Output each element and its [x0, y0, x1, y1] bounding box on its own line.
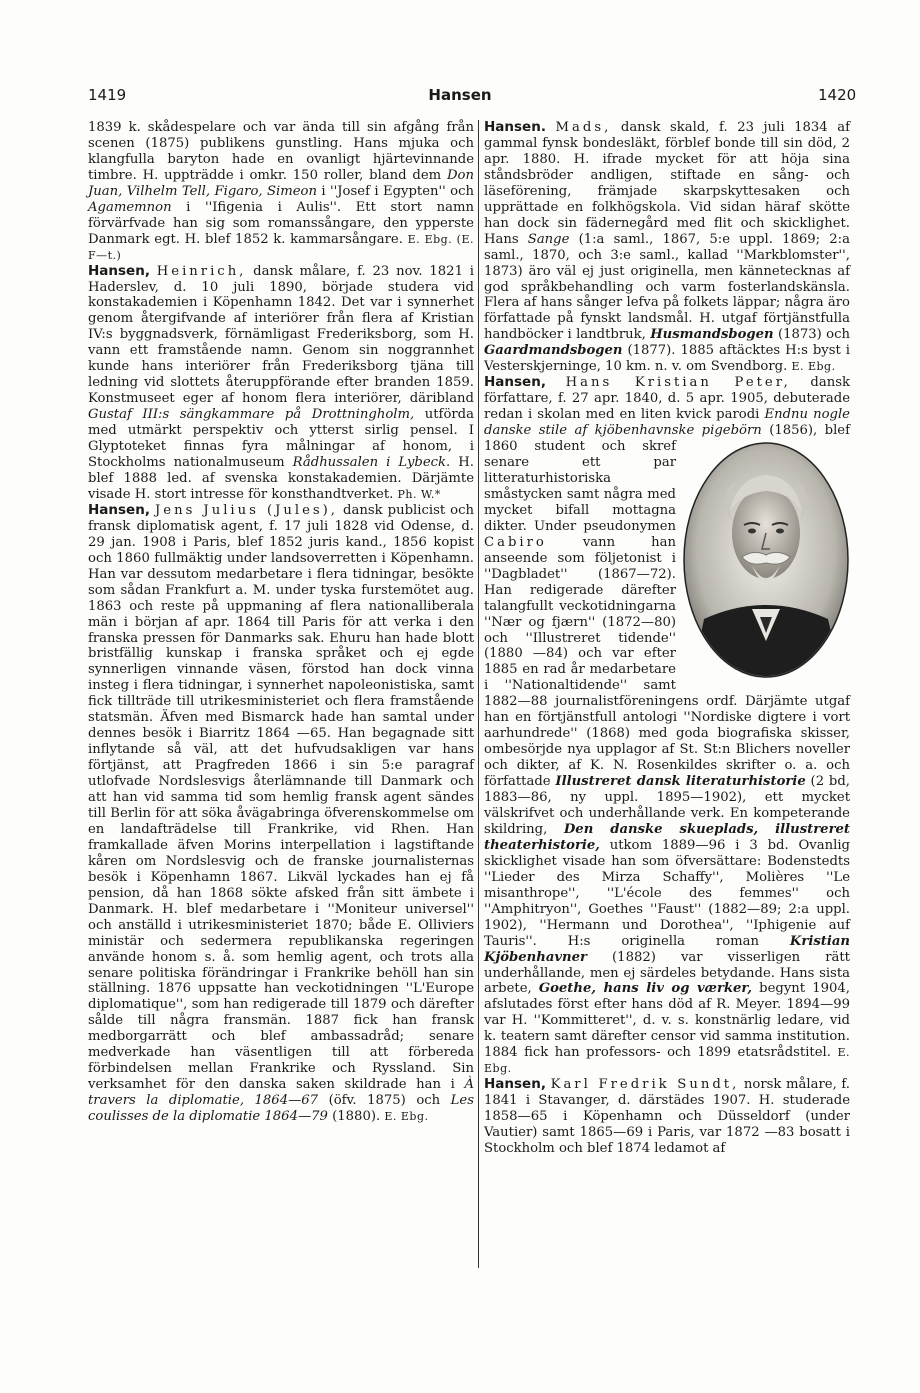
author-signature: E. Ebg. (E. F—t.): [88, 232, 474, 262]
headword: Hansen,: [484, 374, 546, 391]
author-signature: E. Ebg.: [384, 1110, 429, 1124]
author-signature: Ph. W.*: [397, 487, 441, 501]
entry-karl-fredrik-sundt: Hansen, Karl Fredrik Sundt, norsk målare, f. 1841 i Stavanger, d. därstädes 1907. H. studerade 1858—65 i Köpenhamn och Düsseldorf (under Vautier) samt 1865—69 i Paris, var 1872 —83 bosatt i Stockholm och blef 1874 ledamot af: [484, 1076, 850, 1156]
entry-heinrich: Hansen, Heinrich, dansk målare, f. 23 nov. 1821 i Haderslev, d. 10 juli 1890, började studera vid konstakademien i Köpenhamn 1842. Det var i synnerhet genom återgifvande af interiörer från flera af Kristian IV:s byggnadsverk, förnämligast Frederiksborg, som H. vann ett framstående namn. Genom sin noggrannhet kunde hans interiörer från Frederiksborg tjäna till ledning vid slottets återuppförande efter branden 1859. Konstmuseet eger af honom flera interiörer, däribland Gustaf III:s sängkammare på Drottningholm, utförda med utmärkt perspektiv och ytterst sirlig pensel. I Glyptoteket finnas fyra målningar af honom, i Stockholms nationalmuseum Rådhussalen i Lybeck. H. blef 1888 led. af svenska konstakademien. Därjämte visade H. stort intresse för konsthandtverket. Ph. W.*: [88, 262, 474, 502]
entry-mads: Hansen. Mads, dansk skald, f. 23 juli 1834 af gammal fynsk bondesläkt, förblef bonde till sin död, 2 apr. 1880. H. ifrade mycket för att höja sina ståndsbröder andligen, stiftade en sång- och läseförening, främjade skarpskyttesaken och upprättade en folkhögskola. Vid sidan häraf skötte han dock sin fädernegård med flit och skicklighet. Hans Sange (1:a saml., 1867, 5:e uppl. 1869; 2:a saml., 1870, och 3:e saml., kallad ''Markblomster'', 1873) äro väl ej just originella, men kännetecknas af god språkbehandling och varm fosterlandskänsla. Flera af hans sånger lefva på folkets läppar; några äro författade på fynskt landsmål. H. utgaf förtjänstfulla handböcker i landtbruk, Husmandsbogen (1873) och Gaardmandsbogen (1877). 1885 aftäcktes H:s byst i Vesterskjerninge, 10 km. n. v. om Svendborg. E. Ebg.: [484, 119, 851, 375]
page-number-left: 1419: [88, 86, 127, 104]
portrait-engraving: [682, 441, 850, 679]
entry-jens-julius: Hansen, Jens Julius (Jules), dansk publicist och fransk diplomatisk agent, f. 17 juli 1828 vid Odense, d. 29 jan. 1908 i Paris, blef 1852 juris kand., 1856 kopist och 1860 fullmäktig under landsoverretten i Köpenhamn. Han var dessutom medarbetare i flera tidningar, besökte som sådan Frankfurt a. M. under tyska furstemötet aug. 1863 och reste på uppmaning af flera nationalliberala män i början af apr. 1864 till Paris för att verka i den franska pressen för Danmarks sak. Ehuru han hade blott bristfällig kunskap i franska språket och ej egde synnerligen vinnande väsen, förstod han dock vinna insteg i flera tidningar, i synnerhet napoleonistiska, samt fick tillträde till utrikesministeriet och flera framstående statsmän. Äfven med Bismarck hade han samtal under dennes besök i Biarritz 1864 —65. Han begagnade sitt inflytande så väl, att det hufvudsakligen var hans förtjänst, att Pragfreden 1866 i sin 5:e paragraf utlofvade Nordslesvigs återlämnande till Danmark och att han vid samma tid som hemlig fransk agent sändes till Berlin för att söka åvägabringa öfverenskommelse om en landafträdelse till Frankrike, vid Rhen. Han framkallade äfven Morins interpellation i lagstiftande kåren om Nordslesvig och de franske journalisternas besök i Köpenhamn 1867. Likväl lyckades han ej få pension, då han 1868 sökte afsked från sitt ämbete i Danmark. H. blef medarbetare i ''Moniteur universel'' och anställd i utrikesministeriet 1870; både E. Olliviers ministär och sedermera republikanska regeringen använde honom s. å. som hemlig agent, och trots alla senare politiska förändringar i Frankrike behöll han sin ställning. 1876 uppsatte han veckotidningen ''L'Europe diplomatique'', som han redigerade till 1879 och därefter sålde till några fransmän. 1887 fick han fransk medborgarrätt och blef ambassadråd; senare medverkade han väsentligen till att förbereda förbindelsen mellan Frankrike och Ryssland. Sin verksamhet för den danska saken skildrade han i À travers la diplomatie, 1864—67 (öfv. 1875) och Les coulisses de la diplomatie 1864—79 (1880). E. Ebg.: [88, 501, 475, 1125]
given-name: Heinrich,: [156, 263, 247, 279]
pseudonym: Cabiro: [484, 534, 547, 550]
given-name: Karl Fredrik Sundt,: [550, 1077, 740, 1093]
headword: Hansen.: [484, 119, 546, 135]
right-column: [484, 120, 850, 1157]
headword: Hansen,: [484, 1076, 546, 1093]
portrait-image: [682, 441, 850, 679]
author-signature: E. Ebg.: [791, 360, 836, 374]
entry-continued: 1839 k. skådespelare och var ända till sin afgång från scenen (1875) publikens gunstling. Hans mjuka och klangfulla baryton hade en ovanligt hjärtevinnande timbre. H. uppträdde i omkr. 150 roller, bland dem Don Juan, Vilhelm Tell, Figaro, Simeon i ''Josef i Egypten'' och Agamemnon i ''Ifigenia i Aulis''. Ett stort namn förvärfvade han sig som romanssångare, den ypperste Danmark egt. H. blef 1852 k. kammarsångare. E. Ebg. (E. F—t.): [88, 120, 475, 262]
column-divider: [478, 120, 479, 1268]
headword: Hansen,: [88, 262, 150, 279]
given-name: Jens Julius (Jules),: [155, 502, 338, 518]
page-number-right: 1420: [818, 86, 857, 104]
author-signature: E. Ebg.: [484, 1046, 850, 1076]
left-column: [88, 120, 474, 1125]
running-title: Hansen: [428, 86, 492, 104]
given-name: Hans Kristian Peter,: [565, 375, 791, 391]
given-name: Mads,: [555, 120, 612, 135]
page-header: [0, 86, 920, 110]
entry-hans-kristian-peter: Hansen, Hans Kristian Peter, dansk författare, f. 27 apr. 1840, d. 5 apr. 1905, debuterade redan i skolan med en liten kvick parodi Endnu nogle danske stile af kjöbenhavnske pigebörn (1856), blef 1860 student och skref senare ett par litteraturhistoriska småstycken samt några med mycket bifall mottagna dikter. Under pseudonymen Cabiro vann han anseende som följetonist i ''Dagbladet'' (1867—72). Han redigerade därefter talangfullt veckotidningarna ''Nær og fjærn'' (1872—80) och ''Illustreret tidende'' (1880 —84) och var efter 1885 en rad år medarbetare i ''Nationaltidende'' samt 1882—88 journalistföreningens ordf. Därjämte utgaf han en förtjänstfull antologi ''Nordiske digtere i vort aarhundrede'' (1868) med goda biografiska skisser, ombesörjde nya upplagor af St. St:n Blichers noveller och dikter, af K. N. Rosenkildes skrifter o. a. och författade Illustreret dansk literaturhistorie (2 bd, 1883—86, ny uppl. 1895—1902), ett mycket välskrifvet och underhållande verk. En kompeterande skildring, Den danske skueplads, illustreret theaterhistorie, utkom 1889—96 i 3 bd. Ovanlig skicklighet visade han som öfversättare: Bodenstedts ''Lieder des Mirza Schaffy'', Molières ''Le misanthrope'', ''L'école des femmes'' och ''Amphitryon'', Goethes ''Faust'' (1882—89; 2:a uppl. 1902), ''Hermann und Dorothea'', ''Iphigenie auf Tauris''. H:s originella roman Kristian Kjöbenhavner (1882) var visserligen rätt underhållande, men ej särdeles betydande. Hans sista arbete, Goethe, hans liv og værker, begynt 1904, afslutades först efter hans död af R. Meyer. 1894—99 var H. ''Kommitteret'', d. v. s. konstnärlig ledare, vid k. teatern samt därefter censor vid samma institution. 1884 fick han professors- och 1899 etatsrådstitel. E. Ebg.: [484, 374, 850, 1076]
headword: Hansen,: [88, 501, 150, 518]
